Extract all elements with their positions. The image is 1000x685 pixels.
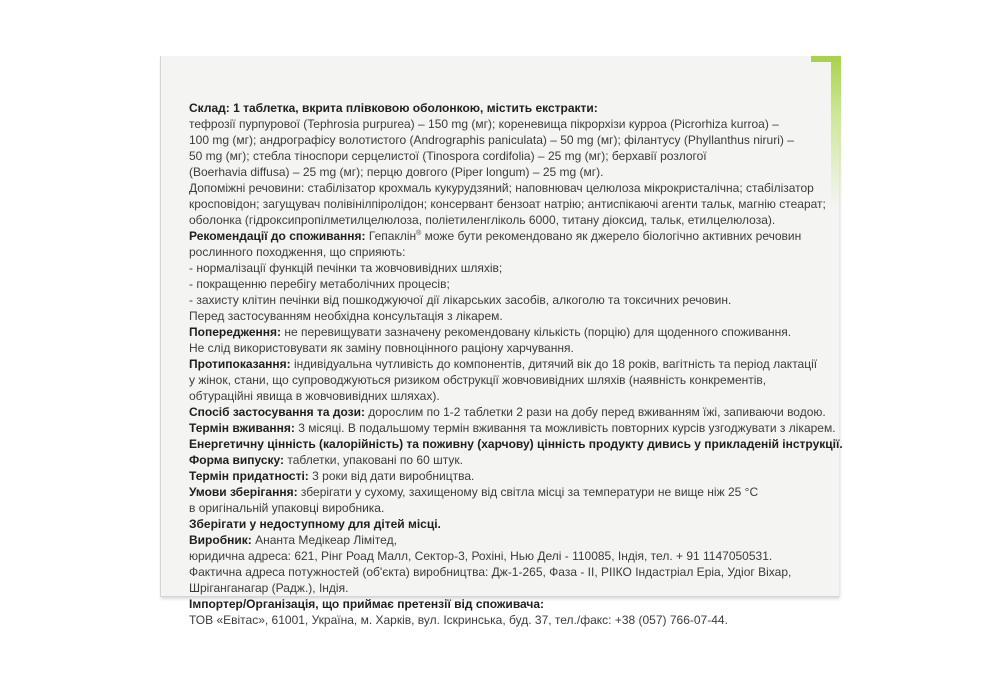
storage-text: Умови зберігання: зберігати у сухому, захищеному від світла місці за температури не вище ніж 25 °С	[189, 485, 759, 499]
excipients-line: оболонка (гідроксипропілметилцелюлоза, поліетиленгліколь 6000, титану діоксид, тальк, етилцелюлоза).	[189, 213, 776, 227]
green-edge-stripe	[831, 56, 841, 206]
contraindications-text: Протипоказання: індивідуальна чутливість до компонентів, дитячий вік до 18 років, вагітність та період лактації	[189, 357, 818, 371]
composition-line: 100 mg (мг); андрографісу волотистого (Andrographis paniculata) – 50 mg (мг); філантусу (Phyllanthus niruri) –	[189, 133, 794, 147]
consultation-note: Перед застосуванням необхідна консультація з лікарем.	[189, 309, 503, 323]
composition-line: (Boerhavia diffusa) – 25 mg (мг); перцю довгого (Piper longum) – 25 mg (мг).	[189, 165, 604, 179]
recommendations-item: - покращенню перебігу метаболічних процесів;	[189, 277, 450, 291]
contraindications-line: обтураційні явища в жовчовивідних шляхах).	[189, 389, 440, 403]
warning-text: Попередження: не перевищувати зазначену рекомендовану кількість (порцію) для щоденного споживання.	[189, 325, 792, 339]
recommendations-item: - нормалізації функцій печінки та жовчовивідних шляхів;	[189, 261, 503, 275]
usage-text: Спосіб застосування та дози: дорослим по 1-2 таблетки 2 рази на добу перед вживанням їжі, запиваючи водою.	[189, 405, 826, 419]
green-corner-stripe	[811, 56, 839, 62]
manufacturer-line: Фактична адреса потужностей (об'єкта) виробництва: Дж-1-265, Фаза - II, РІІКО Індастріал Еріа, Удіог Віхар,	[189, 565, 792, 579]
composition-line: тефрозії пурпурової (Tephrosia purpurea) – 150 mg (мг); кореневища пікрорхізи курроа (Picrorhiza kurroa) –	[189, 117, 779, 131]
warning-line: Не слід використовувати як заміну повноцінного раціону харчування.	[189, 341, 574, 355]
contraindications-line: у жінок, стани, що супроводжуються ризиком обструкції жовчовивідних шляхів (наявність конкрементів,	[189, 373, 767, 387]
registered-mark: ®	[416, 230, 422, 237]
duration-text: Термін вживання: 3 місяці. В подальшому термін вживання та можливість повторних курсів узгоджувати з лікарем.	[189, 421, 836, 435]
form-text: Форма випуску: таблетки, упаковані по 60 штук.	[189, 453, 463, 467]
label-text-block	[189, 100, 843, 628]
excipients-line: кросповідон; загущувач полівінілпіролідон; консервант бензоат натрію; антиспікаючі агенти тальк, магнію стеарат;	[189, 197, 826, 211]
package-back-panel	[160, 56, 843, 627]
composition-line: 50 mg (мг); стебла тіноспори серцелистої (Tinospora cordifolia) – 25 mg (мг); берхавії розлогої	[189, 149, 707, 163]
storage-line: в оригінальній упаковці виробника.	[189, 501, 385, 515]
importer-line: ТОВ «Евітас», 61001, Україна, м. Харків, вул. Іскринська, буд. 37, тел./факс: +38 (057) 766-07-44.	[189, 613, 728, 627]
recommendations-line: рослинного походження, що сприяють:	[189, 245, 406, 259]
energy-note: Енергетичну цінність (калорійність) та поживну (харчову) цінність продукту дивись у прикладеній інструкції.	[189, 437, 843, 451]
recommendations-heading: Рекомендації до споживання: Гепаклін® може бути рекомендовано як джерело біологічно активних речовин	[189, 229, 802, 243]
importer-heading: Імпортер/Організація, що приймає претензії від споживача:	[189, 597, 545, 611]
manufacturer-line: Шріганганагар (Радж.), Індія.	[189, 581, 349, 595]
shelf-life-text: Термін придатності: 3 роки від дати виробництва.	[189, 469, 475, 483]
children-note: Зберігати у недоступному для дітей місці.	[189, 517, 441, 531]
excipients-line: Допоміжні речовини: стабілізатор крохмаль кукурудзяний; наповнювач целюлоза мікрокристалічна; стабілізатор	[189, 181, 814, 195]
recommendations-item: - захисту клітин печінки від пошкоджуючої дії лікарських засобів, алкоголю та токсичних речовин.	[189, 293, 732, 307]
manufacturer-text: Виробник: Ананта Медікеар Лімітед,	[189, 533, 397, 547]
composition-heading: Склад: 1 таблетка, вкрита плівковою оболонкою, містить екстракти:	[189, 101, 598, 115]
manufacturer-line: юридична адреса: 621, Рінг Роад Малл, Сектор-3, Рохіні, Нью Делі - 110085, Індія, тел. + 91 1147050531.	[189, 549, 773, 563]
